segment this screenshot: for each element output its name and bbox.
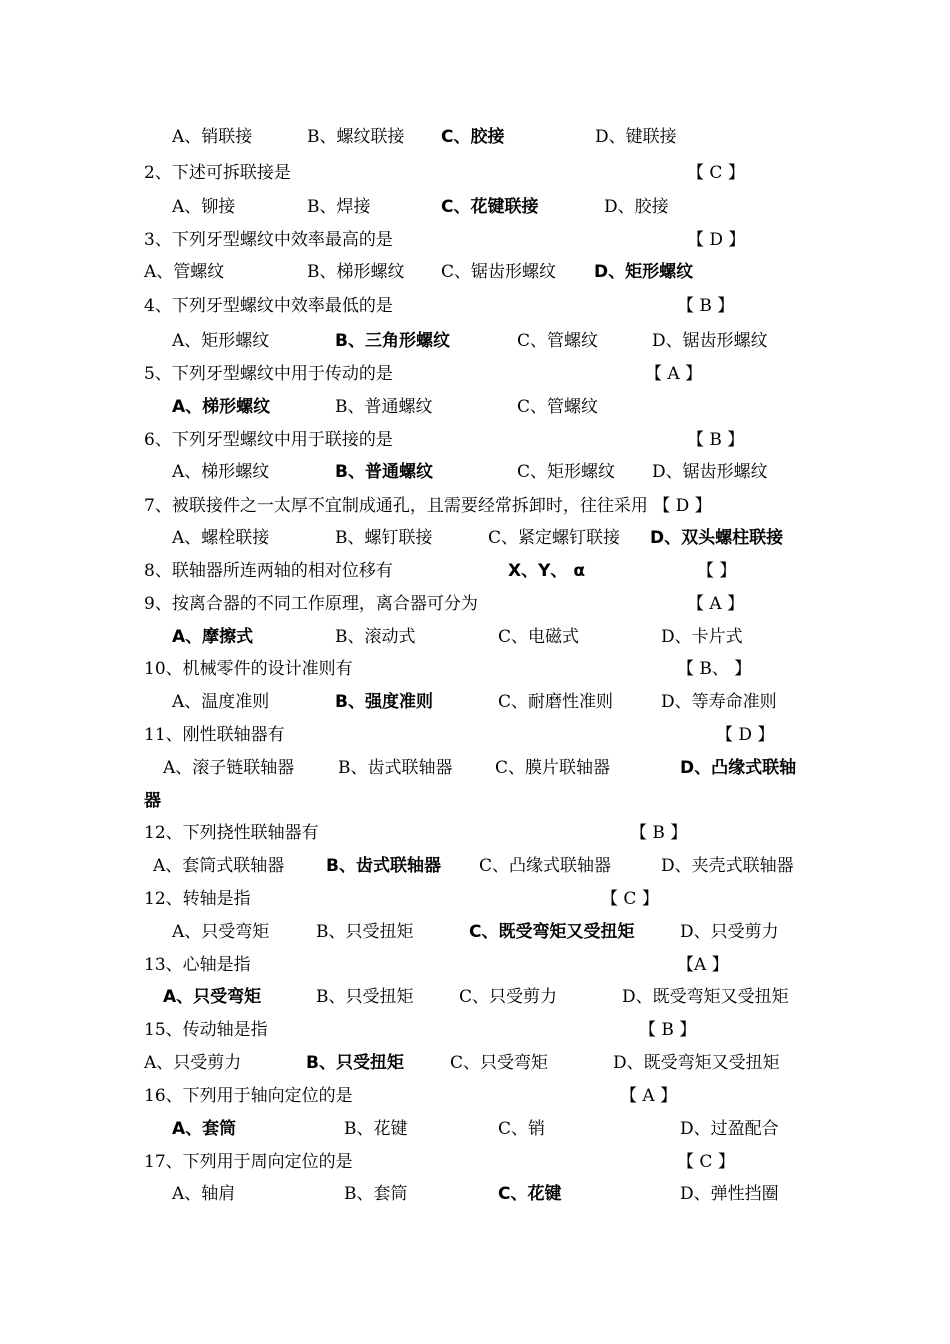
question-text: D、锯齿形螺纹 [652, 462, 768, 482]
question-text: D、锯齿形螺纹 [652, 331, 768, 351]
question-text: D、等寿命准则 [661, 692, 777, 712]
question-text: D、过盈配合 [680, 1119, 779, 1139]
answer-text: B、强度准则 [335, 692, 433, 712]
question-text: B、焊接 [307, 197, 371, 217]
question-text: 8、联轴器所连两轴的相对位移有 [144, 561, 393, 581]
text-line [0, 1149, 950, 1175]
question-text: B、螺钉联接 [335, 528, 433, 548]
question-text: 6、下列牙型螺纹中用于联接的是 [144, 430, 393, 450]
question-text: 5、下列牙型螺纹中用于传动的是 [144, 364, 393, 384]
answer-text: D、双头螺柱联接 [650, 528, 784, 548]
text-line [0, 525, 950, 551]
text-line [0, 1181, 950, 1207]
question-text: C、只受弯矩 [450, 1053, 549, 1073]
question-text: A、套筒式联轴器 [153, 856, 285, 876]
answer-text: B、齿式联轴器 [326, 856, 441, 876]
question-text: A、销联接 [172, 127, 253, 147]
question-text: A、滚子链联轴器 [163, 758, 295, 778]
question-text: 【 A 】 [687, 594, 745, 614]
question-text: B、滚动式 [335, 627, 416, 647]
text-line [0, 722, 950, 748]
question-text: A、铆接 [172, 197, 236, 217]
text-line [0, 591, 950, 617]
answer-text: D、矩形螺纹 [594, 262, 694, 282]
answer-text: B、只受扭矩 [306, 1053, 404, 1073]
answer-text: B、三角形螺纹 [335, 331, 450, 351]
question-text: C、电磁式 [498, 627, 580, 647]
question-text: D、既受弯矩又受扭矩 [613, 1053, 780, 1073]
question-text: D、弹性挡圈 [680, 1184, 779, 1204]
question-text: 【 C 】 [687, 163, 745, 183]
question-text: B、套筒 [344, 1184, 408, 1204]
question-text: 【 B、 】 [677, 659, 752, 679]
answer-text: C、花键 [498, 1184, 562, 1204]
question-text: D、既受弯矩又受扭矩 [622, 987, 789, 1007]
question-text: A、只受剪力 [144, 1053, 242, 1073]
question-text: 7、被联接件之一太厚不宜制成通孔，且需要经常拆卸时，往往采用 【 D 】 [144, 496, 712, 516]
question-text: B、齿式联轴器 [338, 758, 453, 778]
question-text: 16、下列用于轴向定位的是 [144, 1086, 353, 1106]
question-text: A、管螺纹 [144, 262, 225, 282]
question-text: 【 C 】 [677, 1152, 735, 1172]
text-line [0, 227, 950, 253]
answer-text: B、普通螺纹 [335, 462, 433, 482]
question-text: D、只受剪力 [680, 922, 779, 942]
question-text: 13、心轴是指 [144, 955, 251, 975]
text-line [0, 1050, 950, 1076]
question-text: 【 B 】 [687, 430, 745, 450]
question-text: 【 D 】 [687, 230, 746, 250]
text-line [0, 459, 950, 485]
question-text: C、凸缘式联轴器 [479, 856, 612, 876]
text-line [0, 755, 950, 781]
question-text: B、花键 [344, 1119, 408, 1139]
question-text: 11、刚性联轴器有 [144, 725, 285, 745]
question-text: 15、传动轴是指 [144, 1020, 268, 1040]
text-line [0, 160, 950, 186]
text-line [0, 427, 950, 453]
question-text: C、销 [498, 1119, 546, 1139]
text-line [0, 194, 950, 220]
text-line [0, 259, 950, 285]
answer-text: C、既受弯矩又受扭矩 [469, 922, 635, 942]
question-text: D、卡片式 [661, 627, 743, 647]
text-line [0, 919, 950, 945]
question-text: 2、下述可拆联接是 [144, 163, 291, 183]
question-text: A、矩形螺纹 [172, 331, 270, 351]
question-text: C、膜片联轴器 [495, 758, 611, 778]
question-text: 【 B 】 [630, 823, 688, 843]
text-line [0, 1083, 950, 1109]
text-line [0, 124, 950, 150]
question-text: A、温度准则 [172, 692, 270, 712]
text-line [0, 886, 950, 912]
question-text: A、螺栓联接 [172, 528, 270, 548]
text-line [0, 984, 950, 1010]
question-text: A、梯形螺纹 [172, 462, 270, 482]
question-text: D、胶接 [604, 197, 669, 217]
answer-text: A、只受弯矩 [163, 987, 262, 1007]
question-text: 【 A 】 [645, 364, 703, 384]
answer-text: X、Y、 α [508, 561, 586, 581]
text-line [0, 656, 950, 682]
text-line [0, 624, 950, 650]
text-line [0, 952, 950, 978]
question-text: 【 C 】 [601, 889, 659, 909]
question-text: 12、转轴是指 [144, 889, 251, 909]
question-text: C、管螺纹 [517, 331, 599, 351]
question-text: 【A 】 [677, 955, 729, 975]
question-text: 【 B 】 [639, 1020, 697, 1040]
question-text: C、管螺纹 [517, 397, 599, 417]
answer-text: 器 [144, 791, 161, 811]
text-line [0, 558, 950, 584]
question-text: C、耐磨性准则 [498, 692, 614, 712]
question-text: 4、下列牙型螺纹中效率最低的是 [144, 296, 393, 316]
question-text: 【 】 [697, 561, 737, 581]
question-text: A、只受弯矩 [172, 922, 270, 942]
question-text: C、紧定螺钉联接 [488, 528, 621, 548]
answer-text: D、凸缘式联轴 [680, 758, 797, 778]
text-line [0, 394, 950, 420]
question-text: B、梯形螺纹 [307, 262, 405, 282]
question-text: 17、下列用于周向定位的是 [144, 1152, 353, 1172]
text-line [0, 853, 950, 879]
question-text: C、锯齿形螺纹 [441, 262, 557, 282]
question-text: 3、下列牙型螺纹中效率最高的是 [144, 230, 393, 250]
question-text: 【 A 】 [620, 1086, 678, 1106]
question-text: B、只受扭矩 [316, 922, 414, 942]
question-text: 12、下列挠性联轴器有 [144, 823, 319, 843]
text-line [0, 493, 950, 519]
text-line [0, 1116, 950, 1142]
answer-text: A、套筒 [172, 1119, 237, 1139]
question-text: B、只受扭矩 [316, 987, 414, 1007]
question-text: B、普通螺纹 [335, 397, 433, 417]
answer-text: C、胶接 [441, 127, 505, 147]
text-line [0, 293, 950, 319]
question-text: 【 D 】 [716, 725, 775, 745]
text-line [0, 1017, 950, 1043]
answer-text: A、梯形螺纹 [172, 397, 271, 417]
question-text: A、轴肩 [172, 1184, 236, 1204]
question-text: D、键联接 [595, 127, 677, 147]
text-line [0, 788, 950, 814]
text-line [0, 689, 950, 715]
text-line [0, 361, 950, 387]
text-line [0, 820, 950, 846]
question-text: 10、机械零件的设计准则有 [144, 659, 353, 679]
question-text: 9、按离合器的不同工作原理，离合器可分为 [144, 594, 478, 614]
answer-text: A、摩擦式 [172, 627, 254, 647]
answer-text: C、花键联接 [441, 197, 539, 217]
question-text: C、矩形螺纹 [517, 462, 616, 482]
question-text: B、螺纹联接 [307, 127, 405, 147]
question-text: D、夹壳式联轴器 [661, 856, 794, 876]
question-text: 【 B 】 [677, 296, 735, 316]
text-line [0, 328, 950, 354]
question-text: C、只受剪力 [459, 987, 558, 1007]
